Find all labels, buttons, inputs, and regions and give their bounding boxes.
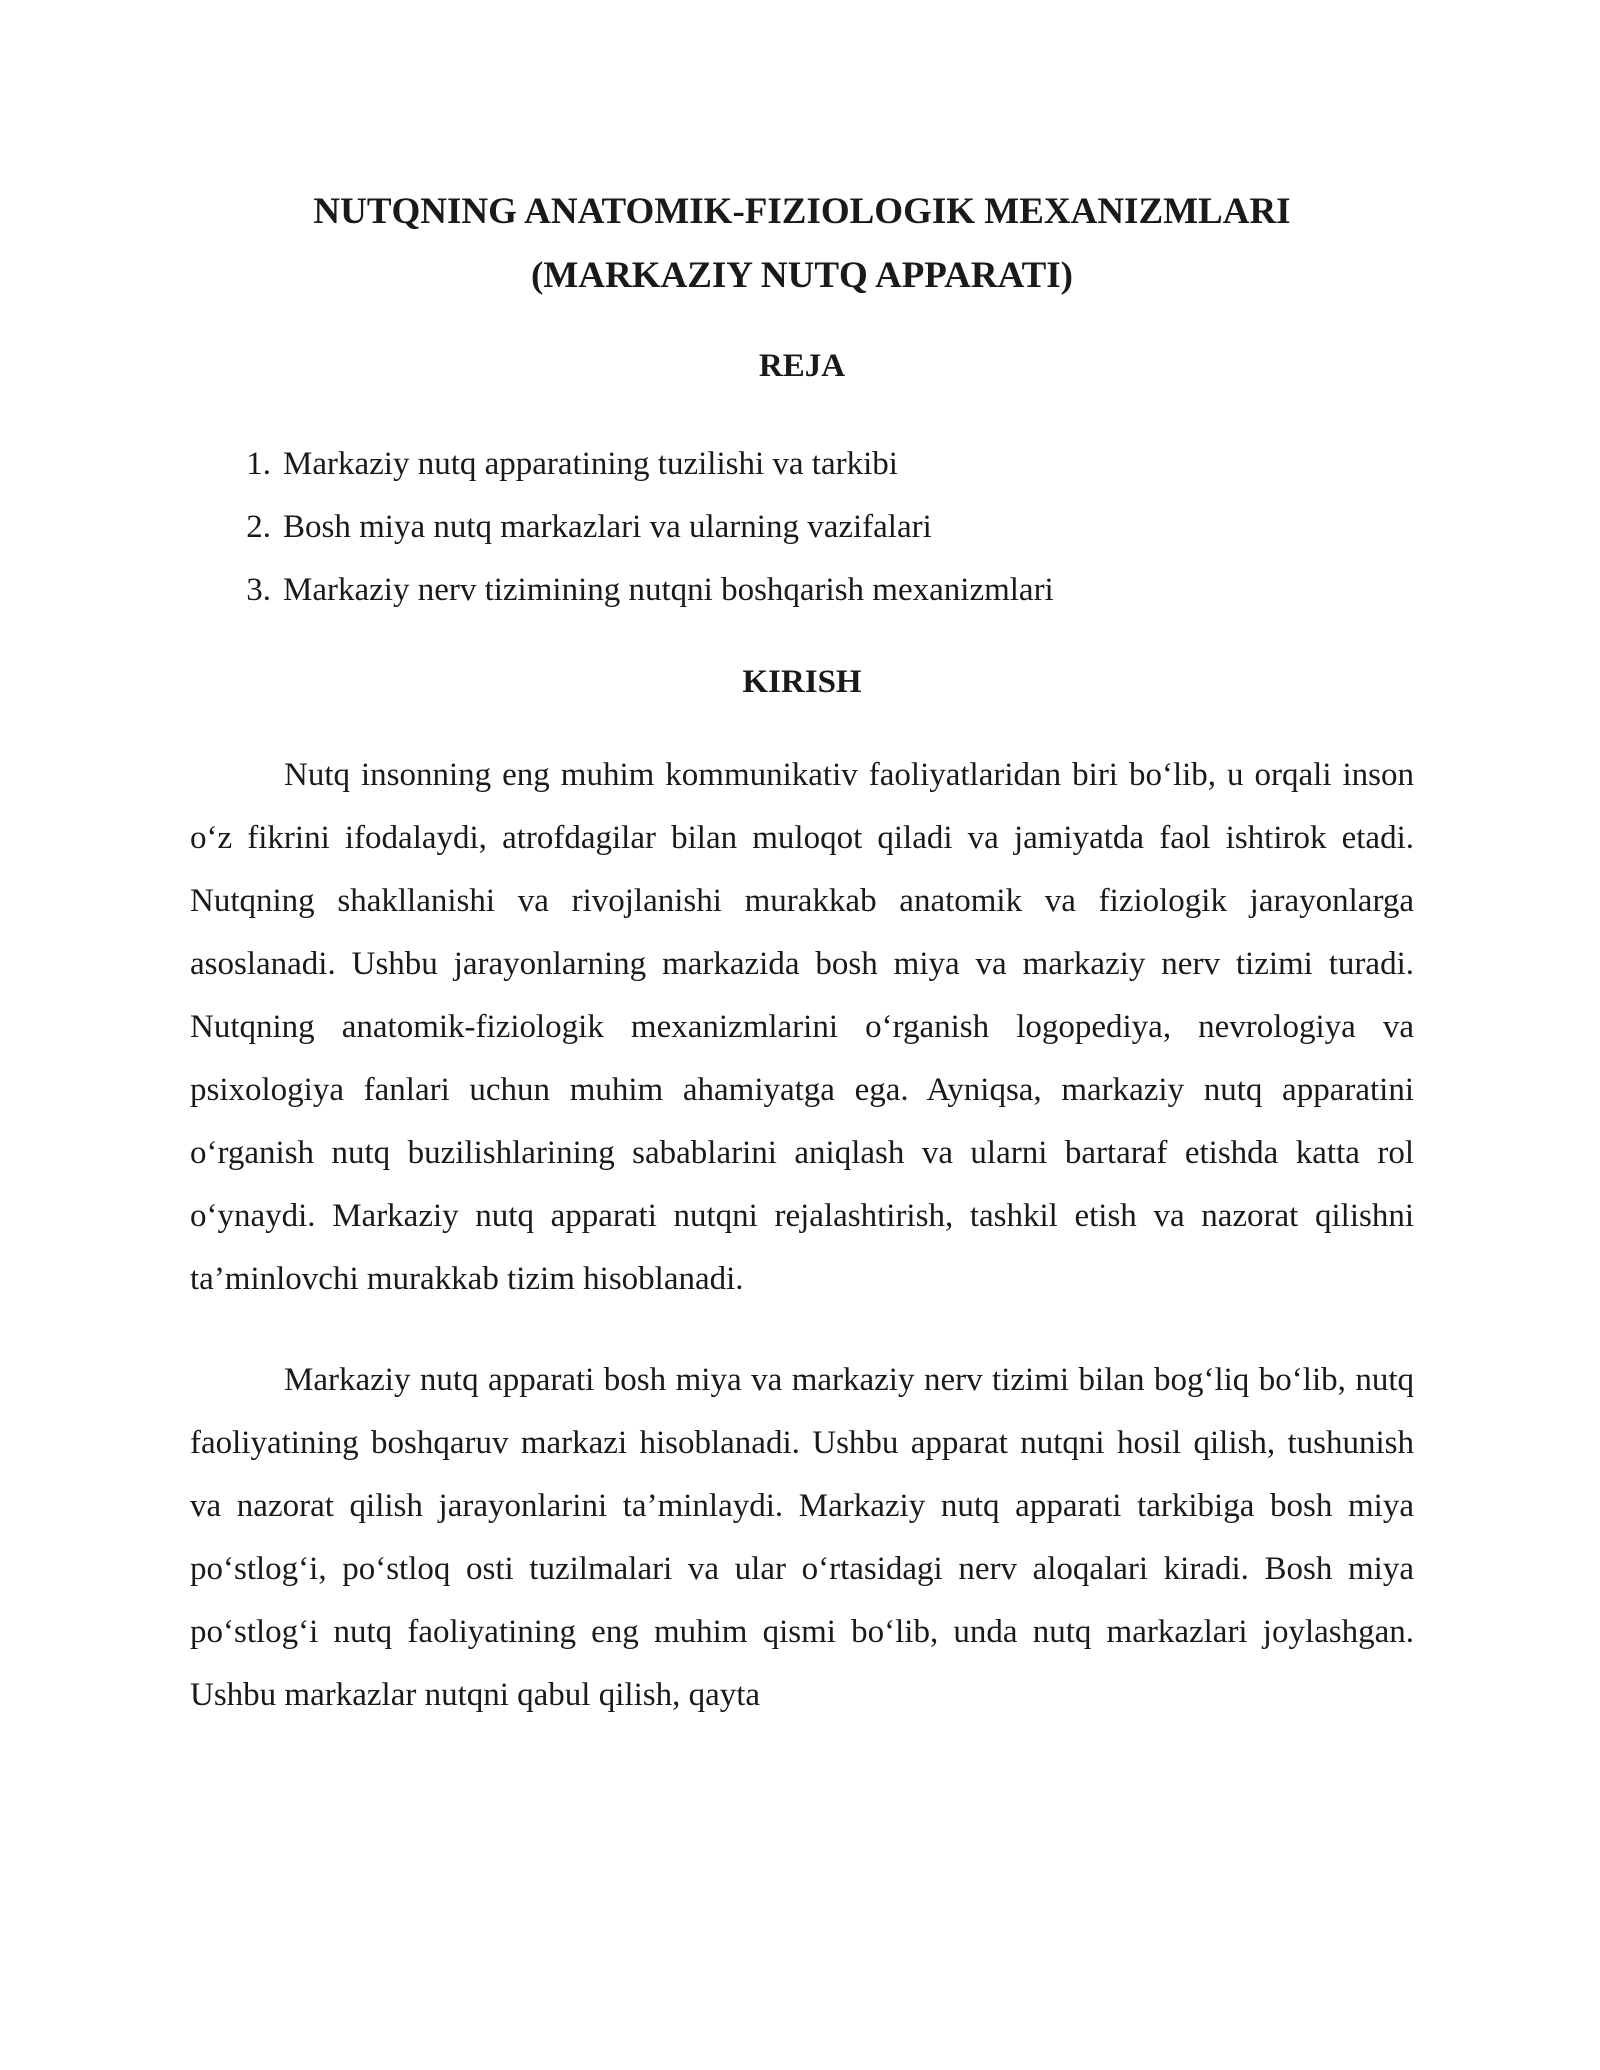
intro-heading: KIRISH bbox=[742, 664, 862, 700]
plan-item-text: Bosh miya nutq markazlari va ularning vazifalari bbox=[283, 509, 932, 545]
plan-item-number: 3. bbox=[246, 572, 271, 608]
plan-item-3 bbox=[190, 559, 1414, 622]
plan-list bbox=[190, 433, 1414, 622]
plan-item-text: Markaziy nutq apparatining tuzilishi va tarkibi bbox=[283, 446, 898, 482]
document-body bbox=[190, 180, 1414, 1727]
plan-item-text: Markaziy nerv tizimining nutqni boshqarish mexanizmlari bbox=[283, 572, 1054, 608]
plan-item-1 bbox=[190, 433, 1414, 496]
plan-item-number: 2. bbox=[246, 509, 271, 545]
document-title bbox=[190, 180, 1414, 308]
plan-heading: REJA bbox=[758, 348, 846, 384]
title-line-2: (MARKAZIY NUTQ APPARATI) bbox=[531, 255, 1073, 296]
title-line-1: NUTQNING ANATOMIK-FIZIOLOGIK MEXANIZMLARI bbox=[313, 191, 1291, 232]
plan-item-number: 1. bbox=[246, 446, 271, 482]
intro-paragraph-1: Nutq insonning eng muhim kommunikativ faoliyatlaridan biri bo‘lib, u orqali inson o‘z fikrini ifodalaydi, atrofdagilar bilan muloqot qiladi va jamiyatda faol ishtirok etadi. Nutqning shakllanishi va rivojlanishi murakkab anatomik va fiziologik jarayonlarga asoslanadi. Ushbu jarayonlarning markazida bosh miya va markaziy nerv tizimi turadi. Nutqning anatomik-fiziologik mexanizmlarini o‘rganish logopediya, nevrologiya va psixologiya fanlari uchun muhim ahamiyatga ega. Ayniqsa, markaziy nutq apparatini o‘rganish nutq buzilishlarining sabablarini aniqlash va ularni bartaraf etishda katta rol o‘ynaydi. Markaziy nutq apparati nutqni rejalashtirish, tashkil etish va nazorat qilishni ta’minlovchi murakkab tizim hisoblanadi. bbox=[190, 757, 1414, 1297]
plan-item-2 bbox=[190, 496, 1414, 559]
intro-paragraph-2: Markaziy nutq apparati bosh miya va markaziy nerv tizimi bilan bog‘liq bo‘lib, nutq faoliyatining boshqaruv markazi hisoblanadi. Ushbu apparat nutqni hosil qilish, tushunish va nazorat qilish jarayonlarini ta’minlaydi. Markaziy nutq apparati tarkibiga bosh miya po‘stlog‘i, po‘stloq osti tuzilmalari va ular o‘rtasidagi nerv aloqalari kiradi. Bosh miya po‘stlog‘i nutq faoliyatining eng muhim qismi bo‘lib, unda nutq markazlari joylashgan. Ushbu markazlar nutqni qabul qilish, qayta bbox=[190, 1362, 1414, 1713]
